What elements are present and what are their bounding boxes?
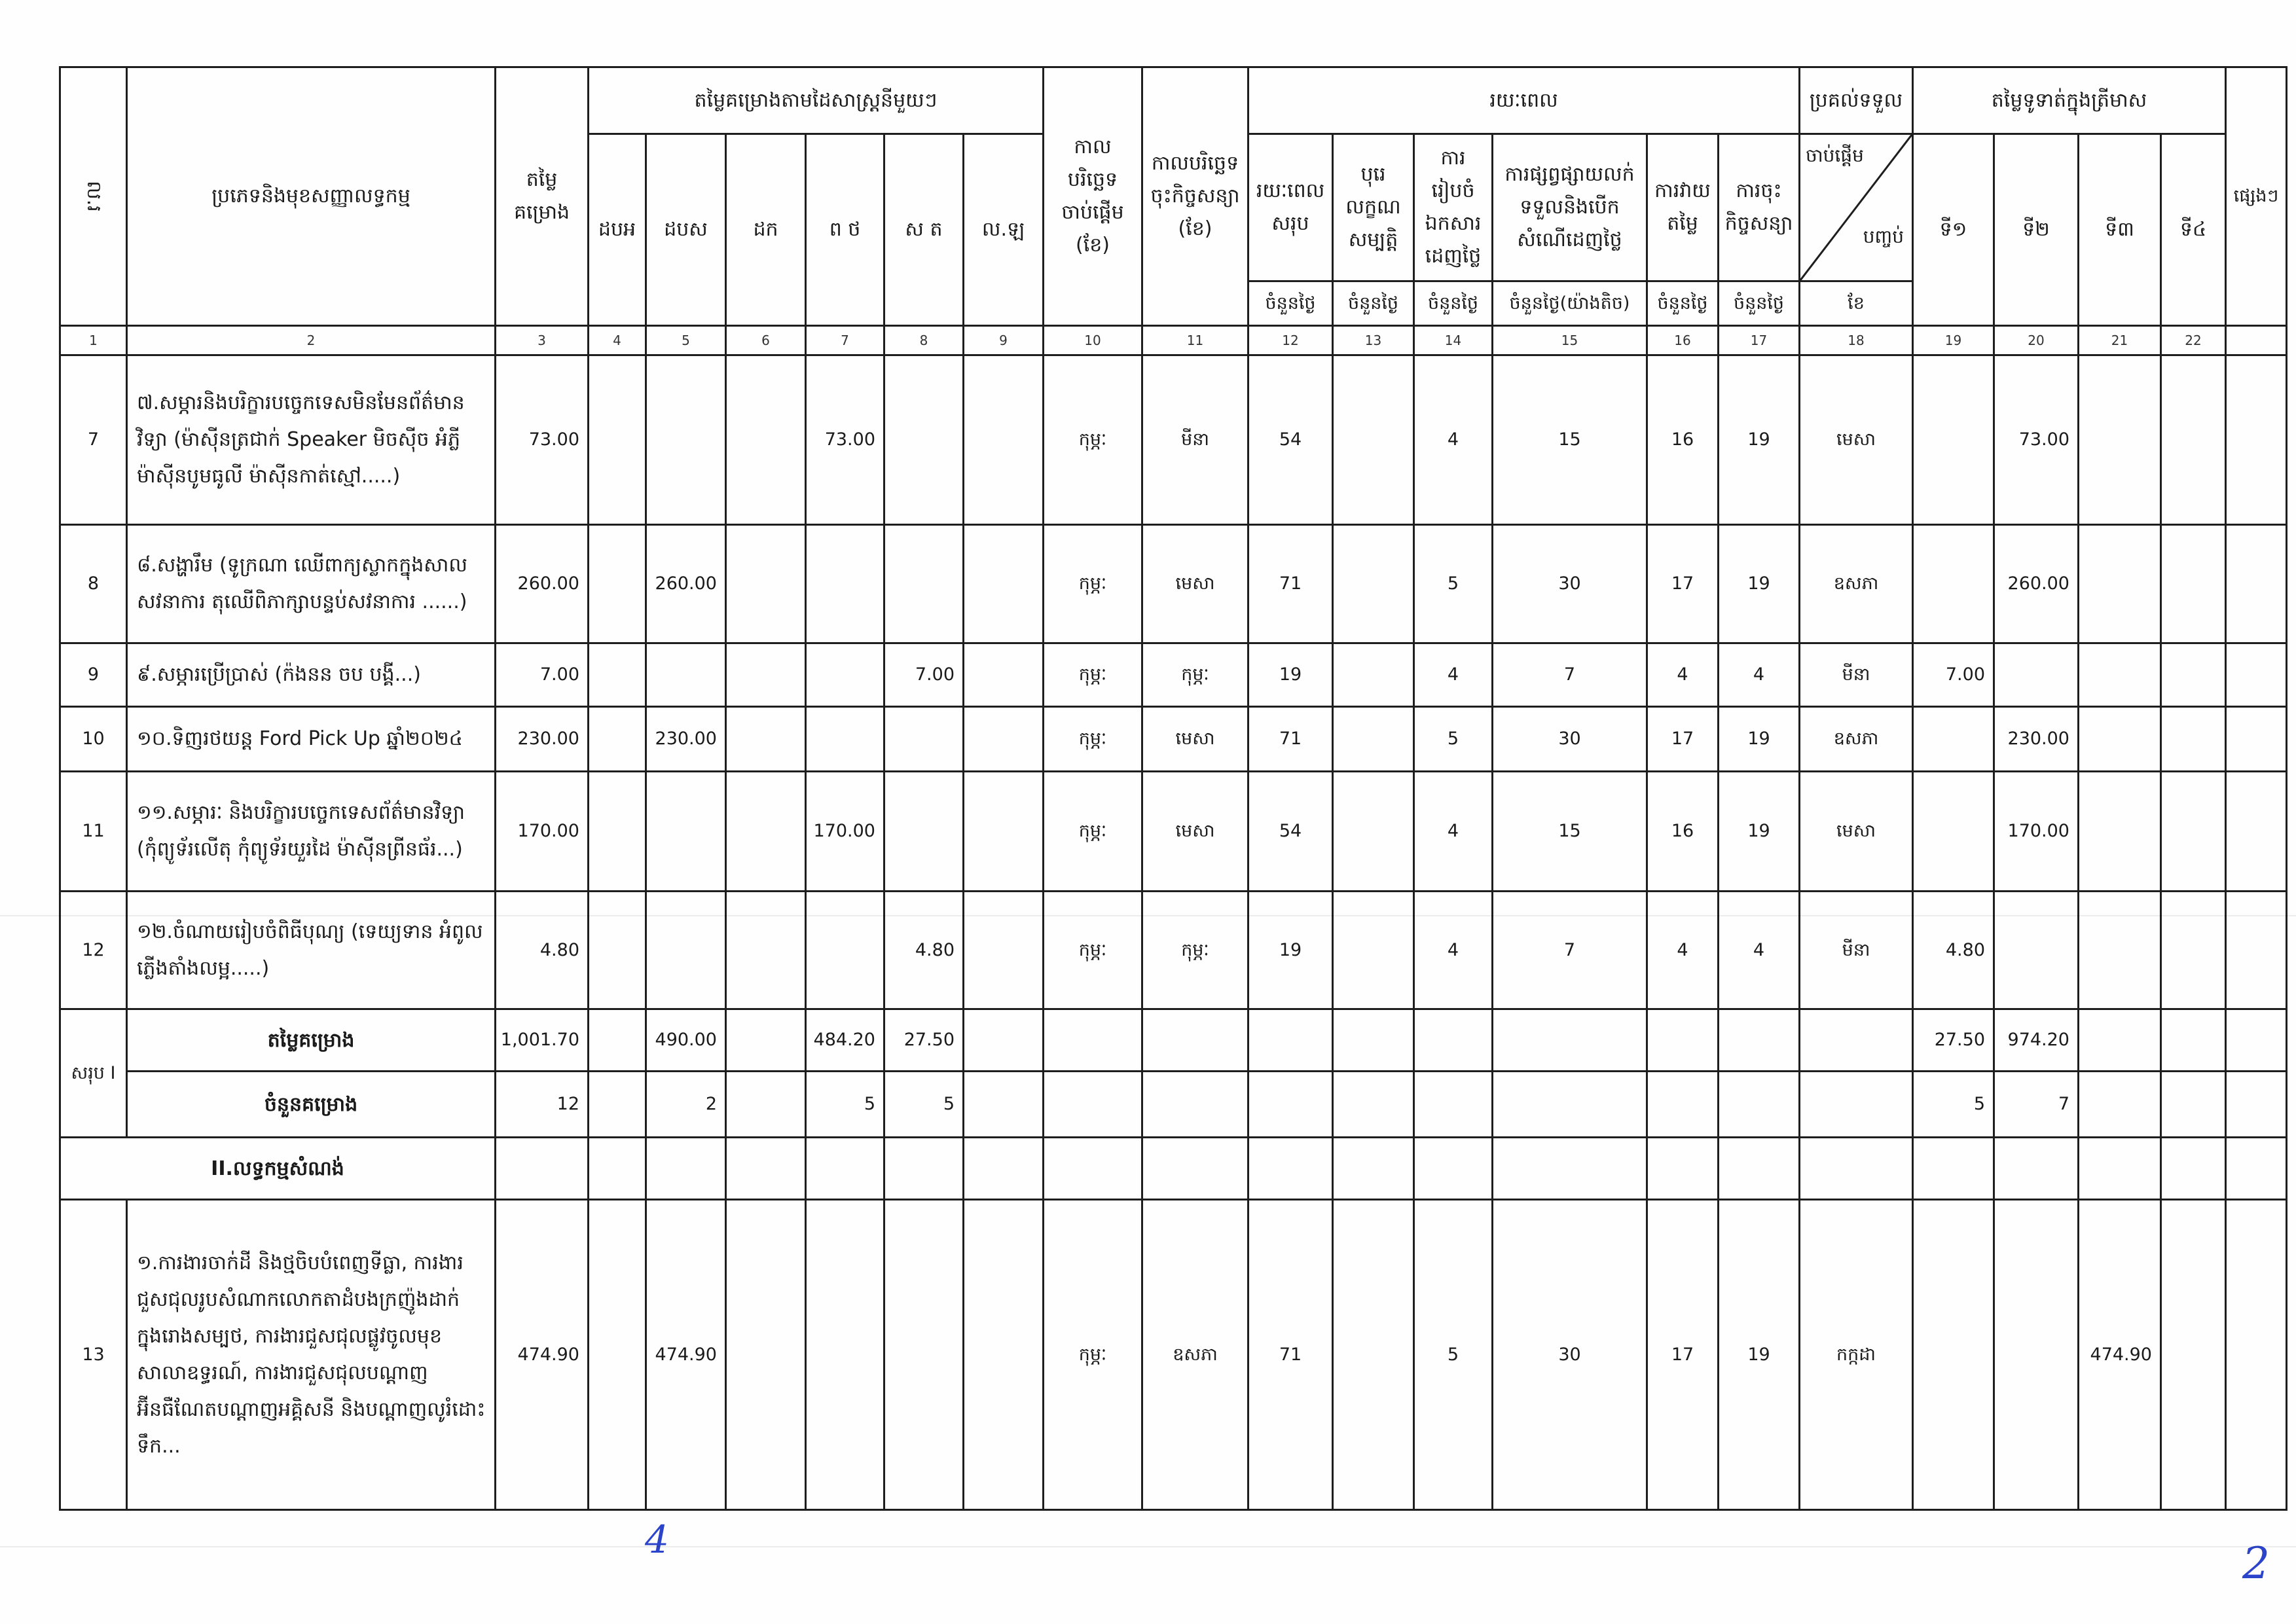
cell-start-month: កុម្ភៈ bbox=[1044, 356, 1143, 526]
column-number: 18 bbox=[1800, 327, 1914, 356]
cell-other bbox=[2227, 356, 2287, 526]
subtotal-cost-quarter-1: 27.50 bbox=[1914, 1010, 1995, 1072]
cell-advertisement-days: 30 bbox=[1493, 708, 1648, 772]
cell-handover-month: មេសា bbox=[1800, 772, 1914, 892]
subtotal-count-handover-month bbox=[1800, 1072, 1914, 1138]
cell-source-dbo bbox=[589, 708, 647, 772]
cell-quarter-3 bbox=[2079, 892, 2162, 1010]
cell-prequalification-days bbox=[1334, 708, 1415, 772]
header-cost-by-source: តម្លៃគម្រោងតាមដៃសាស្ត្រនីមួយៗ bbox=[589, 68, 1044, 135]
subtotal-count-bid-document-days bbox=[1415, 1072, 1493, 1138]
cell-evaluation-days: 16 bbox=[1648, 772, 1719, 892]
subtotal-count-total-days bbox=[1249, 1072, 1334, 1138]
section-cell-bid-document-days bbox=[1415, 1138, 1493, 1200]
header-handover-start-end bbox=[1800, 135, 1914, 282]
cell-contract-days: 19 bbox=[1719, 772, 1800, 892]
cell-item: ១១.សម្ភារៈ និងបរិក្ខារបច្ចេកទេសព័ត៌មានវិទ្យា (កុំព្យូទ័រលើតុ កុំព្យូទ័រយួរដៃ ម៉ាស៊ីនព្រីនធ័រ...) bbox=[128, 772, 496, 892]
column-number: 12 bbox=[1249, 327, 1334, 356]
cell-handover-month: មីនា bbox=[1800, 644, 1914, 708]
cell-quarter-1 bbox=[1914, 526, 1995, 644]
column-number: 6 bbox=[727, 327, 807, 356]
cell-quarter-1 bbox=[1914, 356, 1995, 526]
subtotal-count-evaluation-days bbox=[1648, 1072, 1719, 1138]
header-total-days: រយៈពេល សរុប bbox=[1249, 135, 1334, 282]
cell-contract-month: មេសា bbox=[1143, 708, 1249, 772]
subtotal-cost-bid-document-days bbox=[1415, 1010, 1493, 1072]
cell-total-days: 71 bbox=[1249, 1200, 1334, 1511]
cell-quarter-3 bbox=[2079, 356, 2162, 526]
cell-no: 13 bbox=[61, 1200, 128, 1511]
subtotal-cost-contract-days bbox=[1719, 1010, 1800, 1072]
cell-handover-month: កក្កដា bbox=[1800, 1200, 1914, 1511]
cell-quarter-4 bbox=[2162, 772, 2227, 892]
cell-total-days: 54 bbox=[1249, 772, 1334, 892]
cell-source-pt bbox=[807, 644, 885, 708]
subtotal-count-start-month bbox=[1044, 1072, 1143, 1138]
cell-quarter-3 bbox=[2079, 772, 2162, 892]
cell-item: ៧.សម្ភារនិងបរិក្ខារបច្ចេកទេសមិនមែនព័ត៌មានវិទ្យា (ម៉ាស៊ីនត្រជាក់ Speaker មិចស៊ីច អំភ្លី ម៉ាស៊ីនបូមធូលី ម៉ាស៊ីនកាត់ស្មៅ.....) bbox=[128, 356, 496, 526]
subtotal-cost-source-ll bbox=[964, 1010, 1044, 1072]
cell-advertisement-days: 15 bbox=[1493, 356, 1648, 526]
cell-quarter-4 bbox=[2162, 1200, 2227, 1511]
cell-quarter-1: 7.00 bbox=[1914, 644, 1995, 708]
cell-start-month: កុម្ភៈ bbox=[1044, 892, 1143, 1010]
header-handover-end: បញ្ចប់ bbox=[1863, 225, 1904, 247]
cell-contract-month: មីនា bbox=[1143, 356, 1249, 526]
subtotal-cost-quarter-3 bbox=[2079, 1010, 2162, 1072]
header-source-pt: ព ថ bbox=[807, 135, 885, 327]
cell-contract-days: 19 bbox=[1719, 356, 1800, 526]
section-cell-total-days bbox=[1249, 1138, 1334, 1200]
subtotal-count-quarter-3 bbox=[2079, 1072, 2162, 1138]
cell-no: 8 bbox=[61, 526, 128, 644]
header-bid-document: ការរៀបចំ ឯកសារ ដេញថ្លៃ bbox=[1415, 135, 1493, 282]
cell-total-days: 71 bbox=[1249, 708, 1334, 772]
cell-no: 11 bbox=[61, 772, 128, 892]
header-other: ផ្សេងៗ bbox=[2227, 68, 2287, 327]
column-number: 16 bbox=[1648, 327, 1719, 356]
header-unit-days: ចំនួនថ្ងៃ bbox=[1334, 282, 1415, 327]
cell-quarter-3 bbox=[2079, 526, 2162, 644]
section-cell-other bbox=[2227, 1138, 2287, 1200]
cell-quarter-2: 170.00 bbox=[1995, 772, 2079, 892]
cell-item: ១.ការងារចាក់ដី និងថ្មចិបបំពេញទីធ្លា, ការងារជួសជុលរូបសំណាកលោកតាដំបងក្រញ៉ូងដាក់ក្នុងរោងសម្បថ, ការងារជួសជុលផ្លូវចូលមុខសាលាឧទ្ធរណ៍, ការងារជួសជុលបណ្ដាញអ៊ីនធឺណែតបណ្ដាញអគ្គិសនី និងបណ្ដាញលូរំដោះទឹក... bbox=[128, 1200, 496, 1511]
cell-project-cost: 7.00 bbox=[496, 644, 589, 708]
cell-prequalification-days bbox=[1334, 356, 1415, 526]
cell-other bbox=[2227, 526, 2287, 644]
cell-source-dk bbox=[727, 356, 807, 526]
cell-source-dbo bbox=[589, 644, 647, 708]
header-unit-days-min: ចំនួនថ្ងៃ(យ៉ាងតិច) bbox=[1493, 282, 1648, 327]
cell-total-days: 19 bbox=[1249, 892, 1334, 1010]
subtotal-cost-total-days bbox=[1249, 1010, 1334, 1072]
cell-bid-document-days: 4 bbox=[1415, 356, 1493, 526]
cell-contract-month: កុម្ភៈ bbox=[1143, 892, 1249, 1010]
cell-contract-days: 19 bbox=[1719, 708, 1800, 772]
cell-start-month: កុម្ភៈ bbox=[1044, 708, 1143, 772]
subtotal-count-quarter-4 bbox=[2162, 1072, 2227, 1138]
subtotal-count-source-dbs: 2 bbox=[647, 1072, 727, 1138]
subtotal-count-contract-month bbox=[1143, 1072, 1249, 1138]
column-number: 8 bbox=[885, 327, 964, 356]
subtotal-count-quarter-2: 7 bbox=[1995, 1072, 2079, 1138]
subtotal-cost-label: តម្លៃគម្រោង bbox=[128, 1010, 496, 1072]
cell-other bbox=[2227, 892, 2287, 1010]
column-number: 9 bbox=[964, 327, 1044, 356]
section-cell-prequalification-days bbox=[1334, 1138, 1415, 1200]
header-no bbox=[61, 68, 128, 327]
header-source-ll: ល.ឡ bbox=[964, 135, 1044, 327]
cell-quarter-4 bbox=[2162, 356, 2227, 526]
header-quarterly-payment: តម្លៃទូទាត់ក្នុងត្រីមាស bbox=[1914, 68, 2227, 135]
column-number: 2 bbox=[128, 327, 496, 356]
cell-contract-month: កុម្ភៈ bbox=[1143, 644, 1249, 708]
cell-quarter-3 bbox=[2079, 644, 2162, 708]
cell-item: ៨.សង្ហារឹម (ទូក្រណា ឈើពាក្យស្លាកក្នុងសាលសវនាការ តុឈើពិភាក្សាបន្ទប់សវនាការ ......) bbox=[128, 526, 496, 644]
cell-source-dbs: 474.90 bbox=[647, 1200, 727, 1511]
cell-source-dk bbox=[727, 708, 807, 772]
section-cell-start-month bbox=[1044, 1138, 1143, 1200]
cell-quarter-4 bbox=[2162, 708, 2227, 772]
cell-evaluation-days: 4 bbox=[1648, 892, 1719, 1010]
subtotal-cost-quarter-4 bbox=[2162, 1010, 2227, 1072]
subtotal-count-label: ចំនួនគម្រោង bbox=[128, 1072, 496, 1138]
subtotal-count-advertisement-days bbox=[1493, 1072, 1648, 1138]
cell-contract-month: មេសា bbox=[1143, 772, 1249, 892]
column-number: 1 bbox=[61, 327, 128, 356]
cell-project-cost: 230.00 bbox=[496, 708, 589, 772]
cell-source-pt bbox=[807, 526, 885, 644]
cell-project-cost: 4.80 bbox=[496, 892, 589, 1010]
cell-other bbox=[2227, 1200, 2287, 1511]
cell-no: 7 bbox=[61, 356, 128, 526]
cell-item: ៩.សម្ភារប្រើប្រាស់ (ក៉ងនន ចប បង្គី...) bbox=[128, 644, 496, 708]
cell-other bbox=[2227, 772, 2287, 892]
cell-source-st: 7.00 bbox=[885, 644, 964, 708]
cell-advertisement-days: 7 bbox=[1493, 892, 1648, 1010]
section-cell-handover-month bbox=[1800, 1138, 1914, 1200]
header-quarter-4: ទី៤ bbox=[2162, 135, 2227, 327]
section-cell-contract-days bbox=[1719, 1138, 1800, 1200]
column-number: 19 bbox=[1914, 327, 1995, 356]
column-number: 21 bbox=[2079, 327, 2162, 356]
cell-source-ll bbox=[964, 892, 1044, 1010]
section-cell-advertisement-days bbox=[1493, 1138, 1648, 1200]
cell-contract-month: មេសា bbox=[1143, 526, 1249, 644]
scan-fold-line bbox=[0, 1546, 2296, 1547]
subtotal-cost-project-cost: 1,001.70 bbox=[496, 1010, 589, 1072]
subtotal-count-source-dbo bbox=[589, 1072, 647, 1138]
cell-no: 10 bbox=[61, 708, 128, 772]
subtotal-cost-handover-month bbox=[1800, 1010, 1914, 1072]
cell-source-ll bbox=[964, 356, 1044, 526]
cell-evaluation-days: 16 bbox=[1648, 356, 1719, 526]
header-source-dk: ដក bbox=[727, 135, 807, 327]
handwritten-page-mark: 4 bbox=[645, 1517, 669, 1562]
cell-total-days: 19 bbox=[1249, 644, 1334, 708]
cell-evaluation-days: 17 bbox=[1648, 1200, 1719, 1511]
subtotal-count-source-pt: 5 bbox=[807, 1072, 885, 1138]
cell-project-cost: 260.00 bbox=[496, 526, 589, 644]
subtotal-cost-start-month bbox=[1044, 1010, 1143, 1072]
cell-quarter-3: 474.90 bbox=[2079, 1200, 2162, 1511]
column-number: 22 bbox=[2162, 327, 2227, 356]
cell-source-dk bbox=[727, 1200, 807, 1511]
cell-total-days: 71 bbox=[1249, 526, 1334, 644]
cell-source-st bbox=[885, 1200, 964, 1511]
column-number: 10 bbox=[1044, 327, 1143, 356]
cell-bid-document-days: 5 bbox=[1415, 1200, 1493, 1511]
cell-start-month: កុម្ភៈ bbox=[1044, 772, 1143, 892]
header-advertisement: ការផ្សព្វផ្សាយលក់ ទទួលនិងបើក សំណើដេញថ្លៃ bbox=[1493, 135, 1648, 282]
header-source-st: ស ត bbox=[885, 135, 964, 327]
section-cell-quarter-3 bbox=[2079, 1138, 2162, 1200]
cell-source-ll bbox=[964, 644, 1044, 708]
cell-source-st bbox=[885, 708, 964, 772]
cell-handover-month: មេសា bbox=[1800, 356, 1914, 526]
cell-source-st bbox=[885, 356, 964, 526]
column-number bbox=[2227, 327, 2287, 356]
header-quarter-2: ទី២ bbox=[1995, 135, 2079, 327]
cell-prequalification-days bbox=[1334, 1200, 1415, 1511]
header-unit-days: ចំនួនថ្ងៃ bbox=[1249, 282, 1334, 327]
header-handover: ប្រគល់ទទួល bbox=[1800, 68, 1914, 135]
subtotal-count-prequalification-days bbox=[1334, 1072, 1415, 1138]
cell-bid-document-days: 5 bbox=[1415, 708, 1493, 772]
cell-source-dk bbox=[727, 892, 807, 1010]
column-number: 14 bbox=[1415, 327, 1493, 356]
cell-source-dbo bbox=[589, 1200, 647, 1511]
section-cell-source-dbs bbox=[647, 1138, 727, 1200]
cell-contract-days: 4 bbox=[1719, 892, 1800, 1010]
section-cell-evaluation-days bbox=[1648, 1138, 1719, 1200]
cell-quarter-2: 73.00 bbox=[1995, 356, 2079, 526]
column-number: 15 bbox=[1493, 327, 1648, 356]
cell-contract-days: 19 bbox=[1719, 1200, 1800, 1511]
subtotal-cost-source-dbs: 490.00 bbox=[647, 1010, 727, 1072]
cell-evaluation-days: 17 bbox=[1648, 526, 1719, 644]
handwritten-corner-mark: 2 bbox=[2242, 1538, 2270, 1589]
subtotal-cost-other bbox=[2227, 1010, 2287, 1072]
header-contract-signing: ការចុះ កិច្ចសន្យា bbox=[1719, 135, 1800, 282]
cell-source-dbs bbox=[647, 356, 727, 526]
subtotal-label: សរុប I bbox=[61, 1010, 128, 1138]
cell-handover-month: ឧសភា bbox=[1800, 708, 1914, 772]
cell-total-days: 54 bbox=[1249, 356, 1334, 526]
header-unit-days: ចំនួនថ្ងៃ bbox=[1719, 282, 1800, 327]
header-handover-unit: ខែ bbox=[1800, 282, 1914, 327]
subtotal-cost-contract-month bbox=[1143, 1010, 1249, 1072]
cell-source-pt bbox=[807, 1200, 885, 1511]
cell-source-ll bbox=[964, 1200, 1044, 1511]
cell-quarter-4 bbox=[2162, 526, 2227, 644]
cell-source-pt bbox=[807, 892, 885, 1010]
subtotal-cost-prequalification-days bbox=[1334, 1010, 1415, 1072]
cell-prequalification-days bbox=[1334, 526, 1415, 644]
header-no-label: ល.រ bbox=[82, 181, 105, 212]
header-project-cost: តម្លៃគម្រោង bbox=[496, 68, 589, 327]
cell-source-st: 4.80 bbox=[885, 892, 964, 1010]
cell-project-cost: 170.00 bbox=[496, 772, 589, 892]
section-cell-quarter-1 bbox=[1914, 1138, 1995, 1200]
section-cell-source-ll bbox=[964, 1138, 1044, 1200]
section-cell-quarter-4 bbox=[2162, 1138, 2227, 1200]
cell-advertisement-days: 30 bbox=[1493, 1200, 1648, 1511]
subtotal-cost-source-st: 27.50 bbox=[885, 1010, 964, 1072]
cell-quarter-1 bbox=[1914, 772, 1995, 892]
cell-prequalification-days bbox=[1334, 644, 1415, 708]
column-number: 4 bbox=[589, 327, 647, 356]
cell-advertisement-days: 15 bbox=[1493, 772, 1648, 892]
column-number: 20 bbox=[1995, 327, 2079, 356]
cell-source-dbs: 230.00 bbox=[647, 708, 727, 772]
cell-quarter-4 bbox=[2162, 892, 2227, 1010]
section-cell-source-dbo bbox=[589, 1138, 647, 1200]
cell-evaluation-days: 17 bbox=[1648, 708, 1719, 772]
cell-item: ១២.ចំណាយរៀបចំពិធីបុណ្យ (ទេយ្យទាន អំពូលភ្លើងតាំងលម្អ.....) bbox=[128, 892, 496, 1010]
cell-quarter-2: 230.00 bbox=[1995, 708, 2079, 772]
cell-source-st bbox=[885, 772, 964, 892]
cell-quarter-1: 4.80 bbox=[1914, 892, 1995, 1010]
cell-source-st bbox=[885, 526, 964, 644]
section-cell-project-cost bbox=[496, 1138, 589, 1200]
column-number: 11 bbox=[1143, 327, 1249, 356]
cell-quarter-3 bbox=[2079, 708, 2162, 772]
cell-quarter-2 bbox=[1995, 644, 2079, 708]
cell-start-month: កុម្ភៈ bbox=[1044, 644, 1143, 708]
header-duration: រយៈពេល bbox=[1249, 68, 1800, 135]
subtotal-count-other bbox=[2227, 1072, 2287, 1138]
subtotal-cost-source-dk bbox=[727, 1010, 807, 1072]
header-source-dbo: ដបអ bbox=[589, 135, 647, 327]
section-cell-source-dk bbox=[727, 1138, 807, 1200]
header-unit-days: ចំនួនថ្ងៃ bbox=[1415, 282, 1493, 327]
cell-source-pt bbox=[807, 708, 885, 772]
cell-bid-document-days: 5 bbox=[1415, 526, 1493, 644]
cell-source-ll bbox=[964, 708, 1044, 772]
cell-project-cost: 73.00 bbox=[496, 356, 589, 526]
cell-contract-month: ឧសភា bbox=[1143, 1200, 1249, 1511]
cell-no: 12 bbox=[61, 892, 128, 1010]
header-start-month: កាលបរិច្ឆេទ ចាប់ផ្តើម (ខែ) bbox=[1044, 68, 1143, 327]
cell-source-dk bbox=[727, 644, 807, 708]
cell-source-dbs bbox=[647, 892, 727, 1010]
subtotal-count-source-dk bbox=[727, 1072, 807, 1138]
cell-prequalification-days bbox=[1334, 772, 1415, 892]
cell-quarter-2 bbox=[1995, 892, 2079, 1010]
cell-advertisement-days: 30 bbox=[1493, 526, 1648, 644]
cell-source-pt: 170.00 bbox=[807, 772, 885, 892]
header-source-dbs: ដបស bbox=[647, 135, 727, 327]
section-cell-quarter-2 bbox=[1995, 1138, 2079, 1200]
column-number: 7 bbox=[807, 327, 885, 356]
header-handover-start: ចាប់ផ្តើម bbox=[1806, 145, 1864, 166]
cell-bid-document-days: 4 bbox=[1415, 644, 1493, 708]
cell-advertisement-days: 7 bbox=[1493, 644, 1648, 708]
column-number: 17 bbox=[1719, 327, 1800, 356]
cell-source-dbo bbox=[589, 772, 647, 892]
cell-other bbox=[2227, 644, 2287, 708]
column-number: 5 bbox=[647, 327, 727, 356]
section-cell-source-st bbox=[885, 1138, 964, 1200]
cell-contract-days: 19 bbox=[1719, 526, 1800, 644]
header-prequalification: បុរេ លក្ខណ សម្បត្តិ bbox=[1334, 135, 1415, 282]
cell-bid-document-days: 4 bbox=[1415, 892, 1493, 1010]
cell-source-pt: 73.00 bbox=[807, 356, 885, 526]
cell-source-dbo bbox=[589, 526, 647, 644]
header-quarter-1: ទី១ bbox=[1914, 135, 1995, 327]
header-quarter-3: ទី៣ bbox=[2079, 135, 2162, 327]
cell-source-dk bbox=[727, 772, 807, 892]
subtotal-cost-quarter-2: 974.20 bbox=[1995, 1010, 2079, 1072]
column-number: 13 bbox=[1334, 327, 1415, 356]
cell-contract-days: 4 bbox=[1719, 644, 1800, 708]
cell-source-ll bbox=[964, 526, 1044, 644]
cell-no: 9 bbox=[61, 644, 128, 708]
cell-start-month: កុម្ភៈ bbox=[1044, 526, 1143, 644]
subtotal-cost-source-pt: 484.20 bbox=[807, 1010, 885, 1072]
subtotal-count-source-ll bbox=[964, 1072, 1044, 1138]
cell-source-dbo bbox=[589, 892, 647, 1010]
subtotal-count-project-cost: 12 bbox=[496, 1072, 589, 1138]
cell-source-dbs bbox=[647, 644, 727, 708]
cell-prequalification-days bbox=[1334, 892, 1415, 1010]
cell-evaluation-days: 4 bbox=[1648, 644, 1719, 708]
cell-source-ll bbox=[964, 772, 1044, 892]
cell-source-dbo bbox=[589, 356, 647, 526]
section-title: II.លទ្ធកម្មសំណង់ bbox=[61, 1138, 496, 1200]
cell-bid-document-days: 4 bbox=[1415, 772, 1493, 892]
subtotal-cost-evaluation-days bbox=[1648, 1010, 1719, 1072]
cell-quarter-1 bbox=[1914, 708, 1995, 772]
header-evaluation: ការវាយ តម្លៃ bbox=[1648, 135, 1719, 282]
header-contract-month: កាលបរិច្ឆេទ ចុះកិច្ចសន្យា (ខែ) bbox=[1143, 68, 1249, 327]
header-unit-days: ចំនួនថ្ងៃ bbox=[1648, 282, 1719, 327]
section-cell-source-pt bbox=[807, 1138, 885, 1200]
header-item: ប្រភេទនិងមុខសញ្ញាលទ្ធកម្ម bbox=[128, 68, 496, 327]
subtotal-cost-source-dbo bbox=[589, 1010, 647, 1072]
column-number: 3 bbox=[496, 327, 589, 356]
subtotal-count-contract-days bbox=[1719, 1072, 1800, 1138]
subtotal-count-source-st: 5 bbox=[885, 1072, 964, 1138]
cell-source-dbs bbox=[647, 772, 727, 892]
cell-handover-month: មីនា bbox=[1800, 892, 1914, 1010]
cell-quarter-1 bbox=[1914, 1200, 1995, 1511]
cell-other bbox=[2227, 708, 2287, 772]
cell-handover-month: ឧសភា bbox=[1800, 526, 1914, 644]
cell-quarter-2: 260.00 bbox=[1995, 526, 2079, 644]
subtotal-cost-advertisement-days bbox=[1493, 1010, 1648, 1072]
cell-quarter-4 bbox=[2162, 644, 2227, 708]
section-cell-contract-month bbox=[1143, 1138, 1249, 1200]
procurement-plan-table bbox=[59, 66, 2287, 1511]
cell-item: ១០.ទិញរថយន្ត Ford Pick Up ឆ្នាំ២០២៤ bbox=[128, 708, 496, 772]
cell-quarter-2 bbox=[1995, 1200, 2079, 1511]
cell-source-dk bbox=[727, 526, 807, 644]
cell-source-dbs: 260.00 bbox=[647, 526, 727, 644]
cell-start-month: កុម្ភៈ bbox=[1044, 1200, 1143, 1511]
cell-project-cost: 474.90 bbox=[496, 1200, 589, 1511]
subtotal-count-quarter-1: 5 bbox=[1914, 1072, 1995, 1138]
